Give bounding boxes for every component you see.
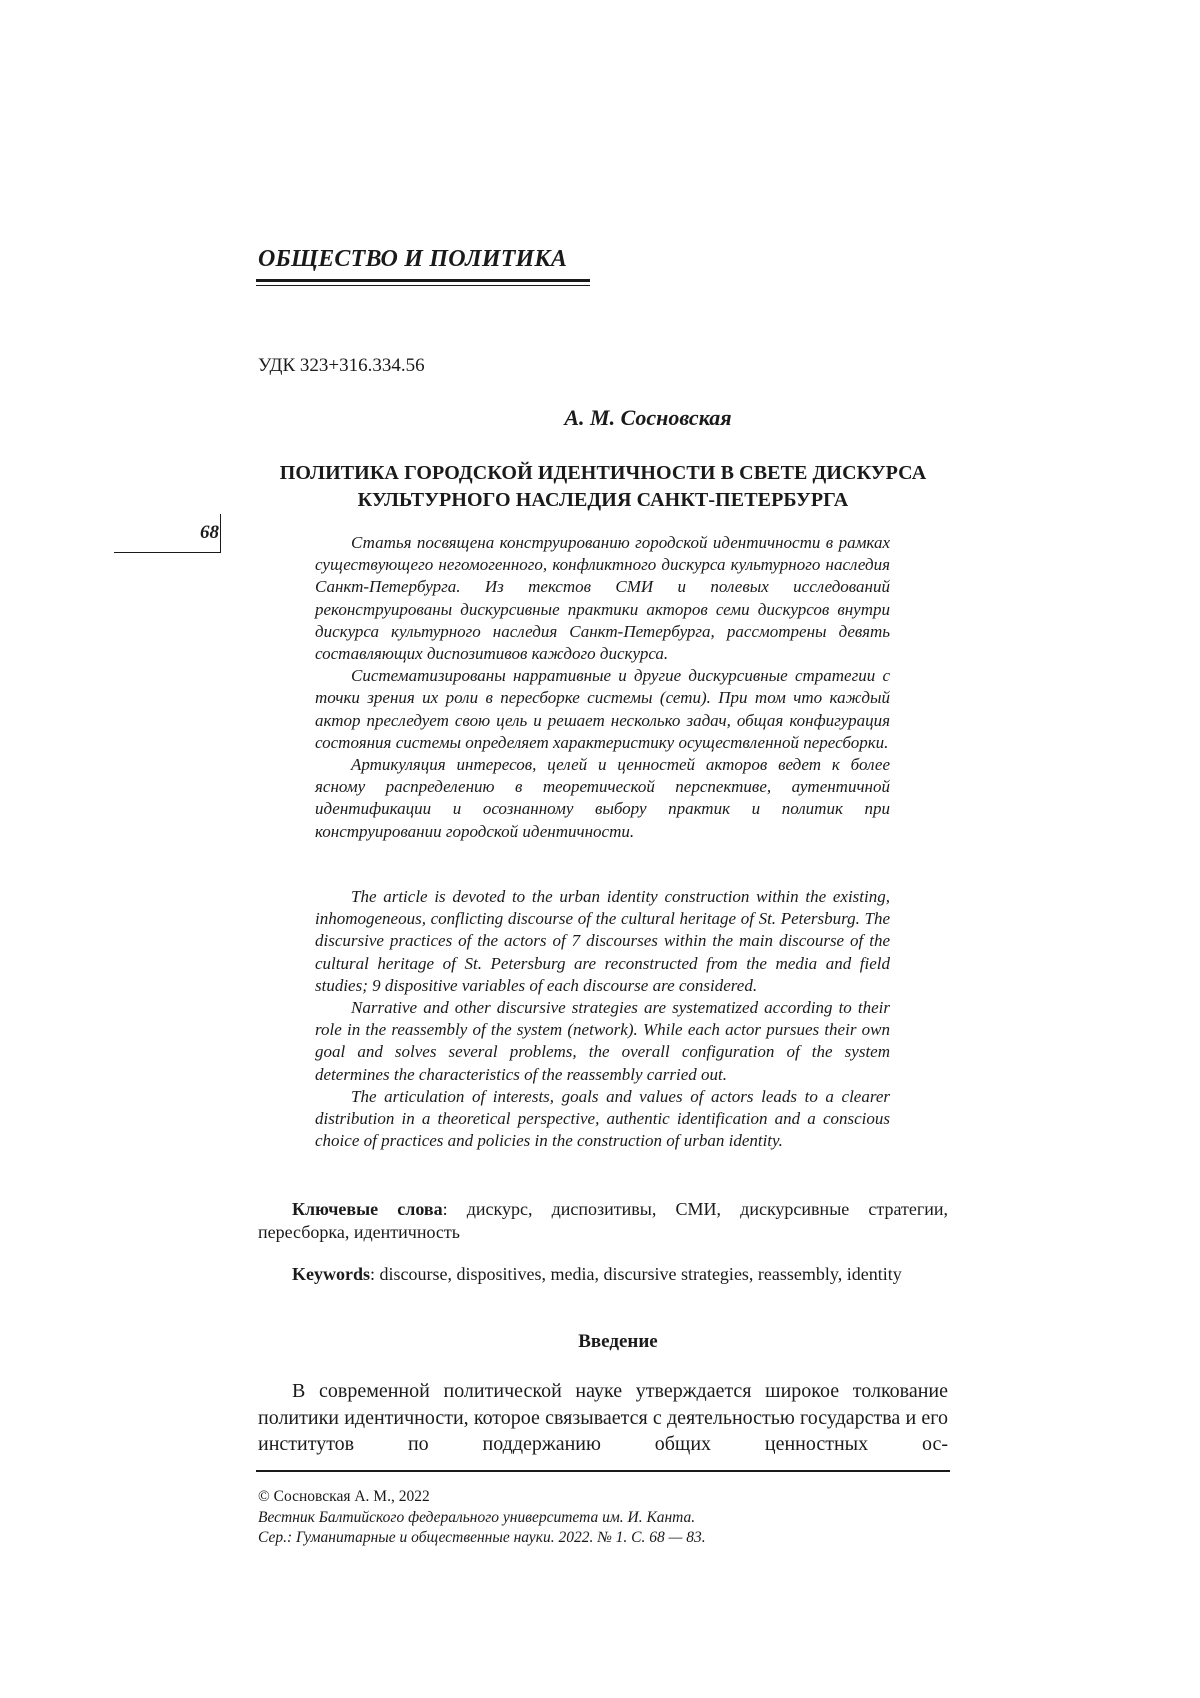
footer <box>258 1487 706 1549</box>
abstract-en-paragraph: Narrative and other discursive strategies are systematized according to their role in the reassembly of the system (network). While each actor pursues their own goal and solves several problems, the overall configuration of the system determines the characteristics of the reassembly carried out. <box>315 998 890 1084</box>
intro-body <box>258 1378 948 1458</box>
abstract-en <box>315 886 890 1152</box>
abstract-en-paragraph: The articulation of interests, goals and values of actors leads to a clearer distribution in a theoretical perspective, authentic identification and a conscious choice of practices and policies in the construction of urban identity. <box>315 1086 890 1151</box>
abstract-ru <box>315 532 890 843</box>
keywords-en-text: : discourse, dispositives, media, discursive strategies, reassembly, identity <box>370 1264 902 1284</box>
abstract-en-paragraph: The article is devoted to the urban identity construction within the existing, inhomogeneous, conflicting discourse of the cultural heritage of St. Petersburg. The discursive practices of the actors of 7 discourses within the main discourse of the cultural heritage of St. Petersburg are reconstructed from the media and field studies; 9 dispositive variables of each discourse are considered. <box>315 887 890 995</box>
keywords-en-label: Keywords <box>292 1264 370 1284</box>
keywords-ru-text: : дискурс, диспозитивы, СМИ, дискурсивные стратегии, пересборка, идентичность <box>258 1199 949 1242</box>
footer-journal: Вестник Балтийского федерального университета им. И. Канта. <box>258 1508 696 1526</box>
section-rule-thin <box>256 285 590 286</box>
section-title: ОБЩЕСТВО И ПОЛИТИКА <box>258 246 568 272</box>
section-rule <box>256 279 590 282</box>
keywords-en <box>258 1263 948 1286</box>
keywords-ru-label: Ключевые слова <box>292 1199 443 1219</box>
keywords-en-paragraph <box>258 1263 948 1286</box>
intro-heading: Введение <box>578 1331 658 1352</box>
footer-copyright: © Сосновская А. М., 2022 <box>258 1488 430 1505</box>
intro-paragraph: В современной политической науке утверждается широкое толкование политики идентичности, которое связывается с деятельностью государства и его институтов по поддержанию общих ценностных ос- <box>258 1380 948 1455</box>
article-title <box>258 460 948 514</box>
abstract-ru-paragraph: Артикуляция интересов, целей и ценностей акторов ведет к более ясному распределению в теоретической перспективе, аутентичной идентификации и осознанному выбору практик и политик при конструировании городской идентичности. <box>315 755 890 841</box>
page-number: 68 <box>200 522 219 543</box>
article-title-line-2: КУЛЬТУРНОГО НАСЛЕДИЯ САНКТ-ПЕТЕРБУРГА <box>357 489 849 511</box>
keywords-ru-paragraph <box>258 1198 948 1244</box>
abstract-ru-paragraph: Систематизированы нарративные и другие дискурсивные стратегии с точки зрения их роли в пересборке системы (сети). При том что каждый актор преследует свою цель и решает несколько задач, общая конфигурация состояния системы определяет характеристику осуществленной пересборки. <box>315 666 890 752</box>
udk-code: УДК 323+316.334.56 <box>258 355 425 376</box>
keywords-ru <box>258 1198 948 1244</box>
footer-rule <box>256 1470 950 1472</box>
author: А. М. Сосновская <box>564 405 732 430</box>
abstract-ru-paragraph: Статья посвящена конструированию городской идентичности в рамках существующего негомогенного, конфликтного дискурса культурного наследия Санкт-Петербурга. Из текстов СМИ и полевых исследований реконструированы дискурсивные практики акторов семи дискурсов внутри дискурса культурного наследия Санкт-Петербурга, рассмотрены девять составляющих диспозитивов каждого дискурса. <box>315 533 890 664</box>
footer-series: Сер.: Гуманитарные и общественные науки. 2022. № 1. С. 68 — 83. <box>258 1529 706 1546</box>
article-title-line-1: ПОЛИТИКА ГОРОДСКОЙ ИДЕНТИЧНОСТИ В СВЕТЕ ДИСКУРСА <box>279 462 927 484</box>
